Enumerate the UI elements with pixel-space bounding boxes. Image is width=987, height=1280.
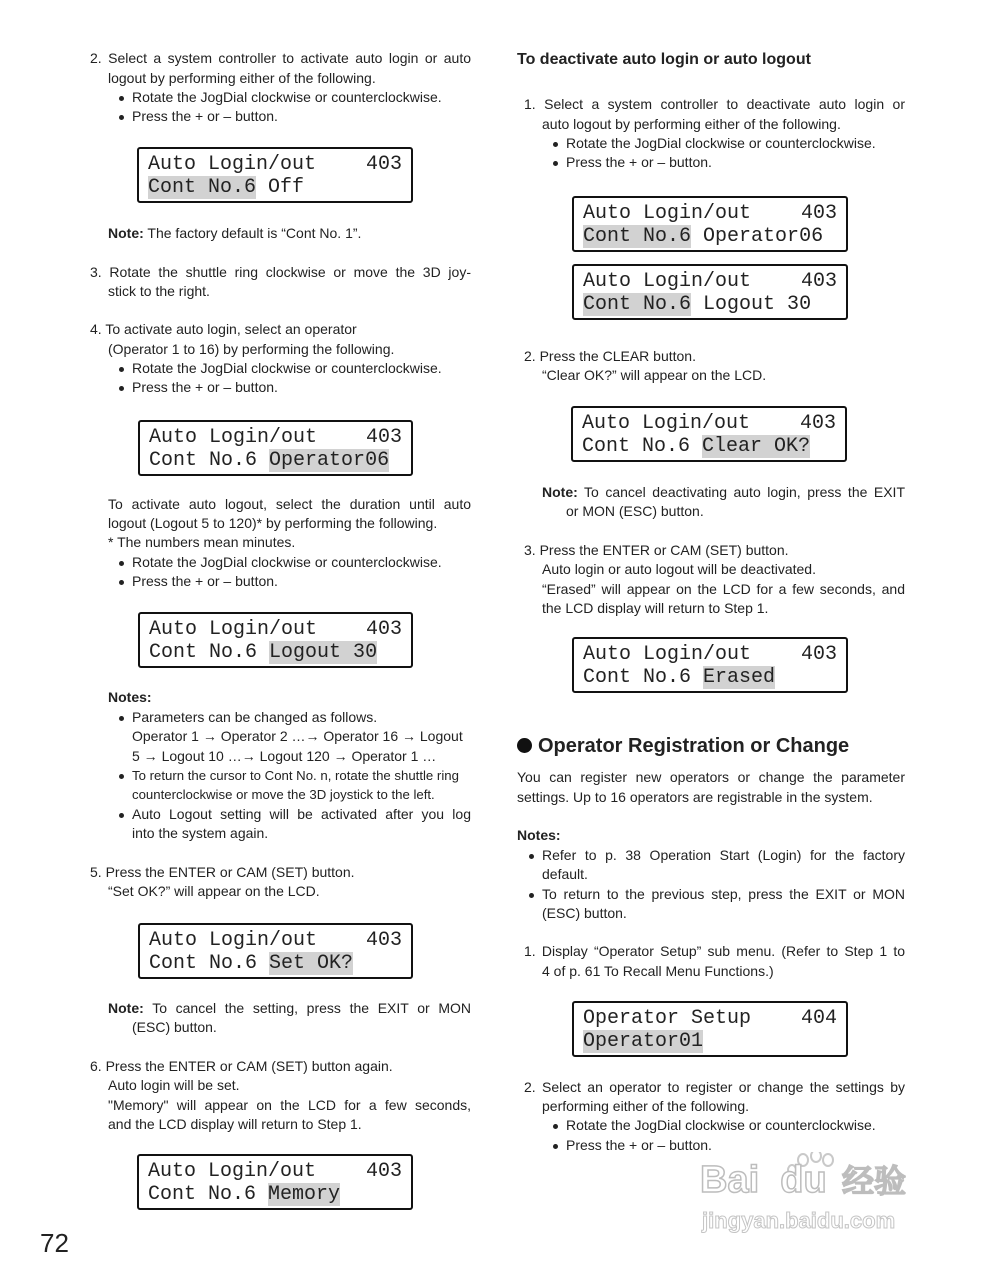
- left-step6-line4: and the LCD display will return to Step 1.: [108, 1116, 362, 1132]
- note-text: To cancel deactivating auto login, press the EXIT: [584, 484, 905, 500]
- lcd-label: Cont No.6: [582, 435, 691, 458]
- bullet: [119, 580, 124, 585]
- lcd-display: [138, 923, 413, 979]
- right-op-step1-line2: 4 of p. 61 To Recall Menu Functions.): [542, 963, 774, 979]
- lcd-display: [138, 612, 413, 668]
- lcd-title: Auto Login/out: [582, 412, 751, 435]
- lcd-title: Auto Login/out: [148, 153, 317, 176]
- right-step3-line2: Auto login or auto logout will be deactivated.: [542, 561, 816, 577]
- right-section-para-line1: You can register new operators or change the parameter: [517, 769, 905, 785]
- right-step2-line1: 2. Press the CLEAR button.: [524, 348, 696, 364]
- lcd-cursor-field: Cont No.6: [583, 293, 692, 316]
- lcd-menu-number: 403: [799, 412, 836, 435]
- lcd-value: Logout 30: [703, 293, 812, 316]
- lcd-label: Cont No.6: [149, 641, 258, 664]
- bullet: [553, 161, 558, 166]
- left-notes-b3-line1: Auto Logout setting will be activated after you log: [132, 806, 471, 822]
- bullet: [553, 1124, 558, 1129]
- left-notes-b3-line2: into the system again.: [132, 825, 269, 841]
- lcd-cursor-field: Logout 30: [269, 641, 378, 664]
- right-op-step2-bullet1: Rotate the JogDial clockwise or counterclockwise.: [566, 1117, 876, 1133]
- lcd-title: Operator Setup: [583, 1007, 752, 1030]
- right-notes-b1-line2: default.: [542, 866, 588, 882]
- lcd-display: [137, 147, 413, 203]
- lcd-display: [138, 420, 413, 476]
- bullet: [119, 367, 124, 372]
- lcd-title: Auto Login/out: [583, 270, 752, 293]
- lcd-label: Cont No.6: [583, 666, 692, 689]
- right-notes-label: Notes:: [517, 827, 561, 843]
- baidu-watermark: [700, 1152, 928, 1242]
- lcd-menu-number: 403: [800, 643, 837, 666]
- lcd-label: Cont No.6: [148, 1183, 257, 1206]
- note-label: Note:: [108, 225, 144, 241]
- left-logout-line2: logout (Logout 5 to 120)* by performing the following.: [108, 515, 438, 531]
- left-notes-b2-line1: To return the cursor to Cont No. n, rotate the shuttle ring: [132, 768, 459, 783]
- right-note2-line2: or MON (ESC) button.: [566, 503, 704, 519]
- lcd-menu-number: 403: [800, 202, 837, 225]
- lcd-menu-number: 403: [800, 270, 837, 293]
- right-op-step2-line1: 2. Select an operator to register or change the settings by: [524, 1079, 905, 1095]
- bullet: [119, 115, 124, 120]
- watermark-url: jingyan.baidu.com: [702, 1208, 896, 1233]
- bullet: [119, 716, 124, 721]
- left-notes-b1-line2: Operator 1 → Operator 2 …→ Operator 16 → Logout: [132, 728, 463, 744]
- right-op-step2-bullet2: Press the + or – button.: [566, 1137, 712, 1153]
- bullet: [553, 142, 558, 147]
- left-step4-bullet2: Press the + or – button.: [132, 379, 278, 395]
- lcd-display: [572, 196, 848, 252]
- left-step6-line1: 6. Press the ENTER or CAM (SET) button again.: [90, 1058, 393, 1074]
- bullet: [529, 893, 534, 898]
- left-step4-line2: (Operator 1 to 16) by performing the following.: [108, 341, 395, 357]
- bullet: [119, 96, 124, 101]
- note-text: The factory default is “Cont No. 1”.: [147, 225, 362, 241]
- lcd-menu-number: 403: [365, 426, 402, 449]
- left-logout-bullet2: Press the + or – button.: [132, 573, 278, 589]
- lcd-label: Cont No.6: [149, 449, 258, 472]
- lcd-cursor-field: Memory: [268, 1183, 341, 1206]
- lcd-cursor-field: Cont No.6: [583, 225, 692, 248]
- right-step3-line3: “Erased” will appear on the LCD for a few seconds, and: [542, 581, 905, 597]
- watermark-cn: 经验: [842, 1162, 907, 1200]
- right-step2-line2: “Clear OK?” will appear on the LCD.: [542, 367, 767, 383]
- right-step1-bullet1: Rotate the JogDial clockwise or counterclockwise.: [566, 135, 876, 151]
- lcd-menu-number: 403: [365, 153, 402, 176]
- bullet: [119, 561, 124, 566]
- left-step5-line2: “Set OK?” will appear on the LCD.: [108, 883, 320, 899]
- lcd-value: Operator06: [703, 225, 824, 248]
- lcd-display: [571, 406, 847, 462]
- right-note2-line1: [542, 483, 905, 503]
- right-step1-bullet2: Press the + or – button.: [566, 154, 712, 170]
- bullet: [119, 813, 124, 818]
- bullet: [119, 774, 124, 779]
- lcd-menu-number: 403: [365, 929, 402, 952]
- left-logout-line1: To activate auto logout, select the duration until auto: [108, 496, 471, 512]
- lcd-cursor-field: Operator06: [269, 449, 390, 472]
- right-notes-b1-line1: Refer to p. 38 Operation Start (Login) for the factory: [542, 847, 905, 863]
- left-notes-b2-line2: counterclockwise or move the 3D joystick to the left.: [132, 787, 435, 802]
- right-notes-b2-line1: To return to the previous step, press the EXIT or MON: [542, 886, 905, 902]
- lcd-display: [572, 637, 848, 693]
- lcd-menu-number: 404: [800, 1007, 837, 1030]
- lcd-display: [572, 264, 848, 320]
- left-step2-line2: logout by performing either of the following.: [108, 70, 376, 86]
- left-step5-line1: 5. Press the ENTER or CAM (SET) button.: [90, 864, 355, 880]
- right-step1-line2: auto logout by performing either of the following.: [542, 116, 841, 132]
- left-step2-bullet1: Rotate the JogDial clockwise or counterclockwise.: [132, 89, 442, 105]
- left-step3-line1: 3. Rotate the shuttle ring clockwise or move the 3D joy-: [90, 264, 471, 280]
- bullet: [119, 386, 124, 391]
- lcd-cursor-field: Clear OK?: [702, 435, 811, 458]
- left-note5-line1: [108, 999, 471, 1019]
- left-step2-bullet2: Press the + or – button.: [132, 108, 278, 124]
- lcd-cursor-field: Operator01: [583, 1030, 704, 1053]
- left-logout-bullet1: Rotate the JogDial clockwise or counterclockwise.: [132, 554, 442, 570]
- lcd-title: Auto Login/out: [149, 426, 318, 449]
- left-step6-line3: "Memory" will appear on the LCD for a few seconds,: [108, 1097, 471, 1113]
- lcd-cursor-field: Cont No.6: [148, 176, 257, 199]
- section-heading: [517, 734, 849, 758]
- right-step3-line4: the LCD display will return to Step 1.: [542, 600, 769, 616]
- right-op-step1-line1: 1. Display “Operator Setup” sub menu. (Refer to Step 1 to: [524, 943, 905, 959]
- lcd-label: Cont No.6: [149, 952, 258, 975]
- right-section-para-line2: settings. Up to 16 operators are registrable in the system.: [517, 789, 873, 805]
- lcd-title: Auto Login/out: [148, 1160, 317, 1183]
- lcd-cursor-field: Set OK?: [269, 952, 354, 975]
- right-notes-b2-line2: (ESC) button.: [542, 905, 627, 921]
- section-bullet-icon: [517, 738, 532, 753]
- right-step1-line1: 1. Select a system controller to deactivate auto login or: [524, 96, 905, 112]
- lcd-display: [572, 1001, 848, 1057]
- lcd-display: [137, 1154, 413, 1210]
- left-note5-line2: (ESC) button.: [132, 1019, 217, 1035]
- right-subheading: To deactivate auto login or auto logout: [517, 51, 811, 68]
- section-title: Operator Registration or Change: [538, 735, 850, 757]
- left-notes-b1-line3: 5 → Logout 10 …→ Logout 120 → Operator 1 …: [132, 748, 437, 764]
- bullet: [553, 1144, 558, 1149]
- lcd-title: Auto Login/out: [149, 618, 318, 641]
- lcd-title: Auto Login/out: [583, 643, 752, 666]
- note-label: Note:: [542, 484, 578, 500]
- left-step3-line2: stick to the right.: [108, 283, 210, 299]
- left-notes-label: Notes:: [108, 689, 152, 705]
- left-step6-line2: Auto login will be set.: [108, 1077, 240, 1093]
- lcd-title: Auto Login/out: [583, 202, 752, 225]
- watermark-brand: Bai du: [700, 1159, 827, 1201]
- lcd-value: Off: [268, 176, 305, 199]
- page-number: 72: [40, 1228, 69, 1258]
- bullet: [529, 854, 534, 859]
- left-notes-b1-line1: Parameters can be changed as follows.: [132, 709, 378, 725]
- left-step2-line1: 2. Select a system controller to activate auto login or auto: [90, 50, 471, 66]
- right-step3-line1: 3. Press the ENTER or CAM (SET) button.: [524, 542, 789, 558]
- left-logout-footnote: * The numbers mean minutes.: [108, 534, 296, 550]
- lcd-menu-number: 403: [365, 1160, 402, 1183]
- left-step4-line1: 4. To activate auto login, select an operator: [90, 321, 357, 337]
- left-step4-bullet1: Rotate the JogDial clockwise or counterclockwise.: [132, 360, 442, 376]
- left-note1: [108, 224, 361, 244]
- lcd-menu-number: 403: [365, 618, 402, 641]
- lcd-cursor-field: Erased: [703, 666, 776, 689]
- lcd-title: Auto Login/out: [149, 929, 318, 952]
- note-text: To cancel the setting, press the EXIT or MON: [152, 1000, 471, 1016]
- right-op-step2-line2: performing either of the following.: [542, 1098, 749, 1114]
- note-label: Note:: [108, 1000, 144, 1016]
